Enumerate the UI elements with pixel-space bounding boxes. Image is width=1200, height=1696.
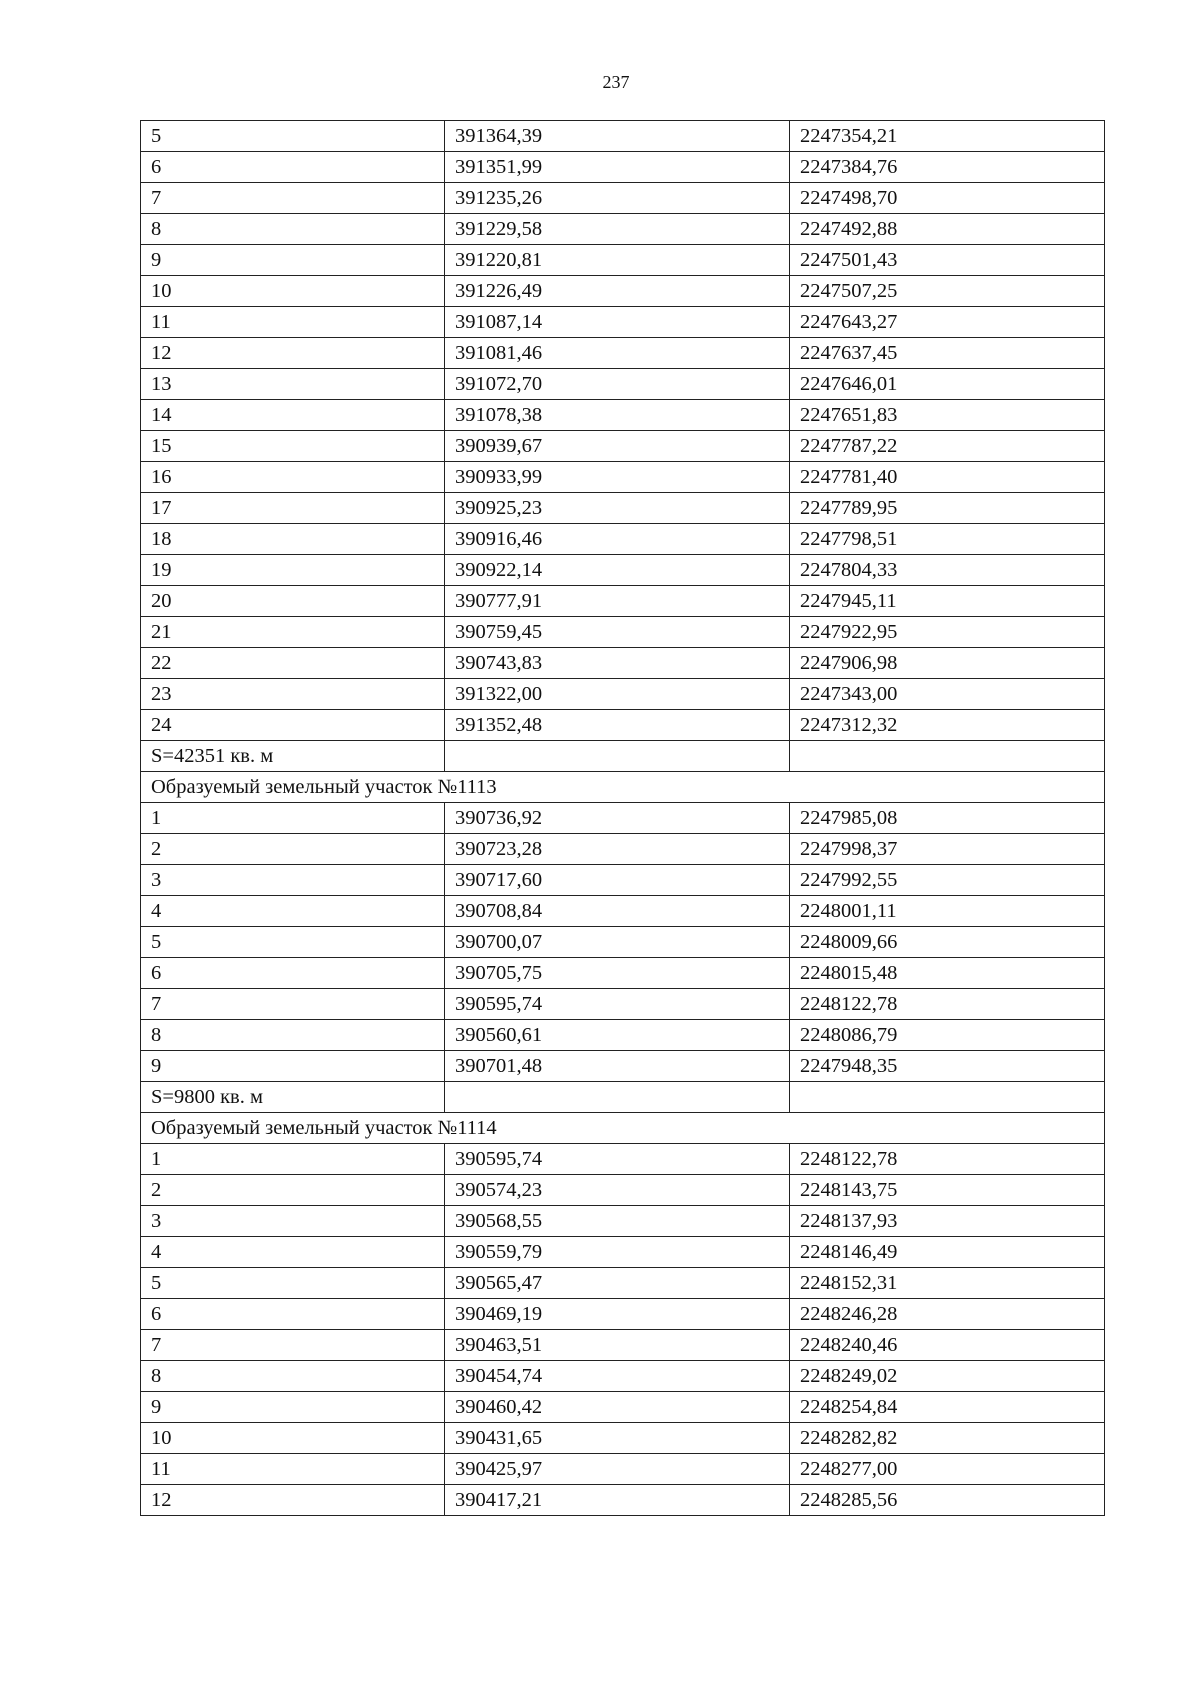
point-number-cell: 12 xyxy=(141,338,445,369)
table-row xyxy=(141,958,1105,989)
point-number-cell: 7 xyxy=(141,183,445,214)
y-coordinate-cell: 2247507,25 xyxy=(790,276,1105,307)
y-coordinate-cell: 2247985,08 xyxy=(790,803,1105,834)
table-row xyxy=(141,896,1105,927)
y-coordinate-cell: 2248254,84 xyxy=(790,1392,1105,1423)
x-coordinate-cell: 390454,74 xyxy=(445,1361,790,1392)
y-coordinate-cell: 2248277,00 xyxy=(790,1454,1105,1485)
table-row xyxy=(141,989,1105,1020)
x-coordinate-cell: 390916,46 xyxy=(445,524,790,555)
point-number-cell: 5 xyxy=(141,121,445,152)
y-coordinate-cell: 2247384,76 xyxy=(790,152,1105,183)
point-number-cell: 3 xyxy=(141,865,445,896)
point-number-cell: 15 xyxy=(141,431,445,462)
y-coordinate-cell: 2247643,27 xyxy=(790,307,1105,338)
point-number-cell: 20 xyxy=(141,586,445,617)
point-number-cell: 2 xyxy=(141,1175,445,1206)
x-coordinate-cell: 391220,81 xyxy=(445,245,790,276)
point-number-cell: 3 xyxy=(141,1206,445,1237)
table-row xyxy=(141,679,1105,710)
x-coordinate-cell: 390469,19 xyxy=(445,1299,790,1330)
x-coordinate-cell: 390925,23 xyxy=(445,493,790,524)
y-coordinate-cell: 2247501,43 xyxy=(790,245,1105,276)
y-coordinate-cell: 2247998,37 xyxy=(790,834,1105,865)
point-number-cell: 10 xyxy=(141,276,445,307)
table-row xyxy=(141,865,1105,896)
table-row xyxy=(141,369,1105,400)
x-coordinate-cell: 391081,46 xyxy=(445,338,790,369)
table-row xyxy=(141,214,1105,245)
x-coordinate-cell: 390939,67 xyxy=(445,431,790,462)
point-number-cell: 8 xyxy=(141,1020,445,1051)
x-coordinate-cell: 390568,55 xyxy=(445,1206,790,1237)
y-coordinate-cell: 2247906,98 xyxy=(790,648,1105,679)
x-coordinate-cell: 390700,07 xyxy=(445,927,790,958)
y-coordinate-cell: 2248282,82 xyxy=(790,1423,1105,1454)
table-row xyxy=(141,152,1105,183)
y-coordinate-cell: 2248143,75 xyxy=(790,1175,1105,1206)
table-row xyxy=(141,307,1105,338)
point-number-cell: 4 xyxy=(141,896,445,927)
table-row xyxy=(141,183,1105,214)
point-number-cell: 9 xyxy=(141,245,445,276)
point-number-cell: 13 xyxy=(141,369,445,400)
point-number-cell: 5 xyxy=(141,927,445,958)
x-coordinate-cell: 390743,83 xyxy=(445,648,790,679)
y-coordinate-cell: 2248152,31 xyxy=(790,1268,1105,1299)
area-cell: S=42351 кв. м xyxy=(141,741,445,772)
table-row xyxy=(141,121,1105,152)
x-coordinate-cell: 391351,99 xyxy=(445,152,790,183)
x-coordinate-cell: 390723,28 xyxy=(445,834,790,865)
table-row xyxy=(141,1020,1105,1051)
x-coordinate-cell: 390463,51 xyxy=(445,1330,790,1361)
empty-cell xyxy=(790,1082,1105,1113)
point-number-cell: 14 xyxy=(141,400,445,431)
table-row xyxy=(141,927,1105,958)
x-coordinate-cell: 390705,75 xyxy=(445,958,790,989)
empty-cell xyxy=(445,1082,790,1113)
coordinates-table-body xyxy=(141,121,1105,1516)
x-coordinate-cell: 390759,45 xyxy=(445,617,790,648)
x-coordinate-cell: 390417,21 xyxy=(445,1485,790,1516)
point-number-cell: 8 xyxy=(141,1361,445,1392)
y-coordinate-cell: 2248285,56 xyxy=(790,1485,1105,1516)
empty-cell xyxy=(445,741,790,772)
table-row xyxy=(141,1206,1105,1237)
point-number-cell: 4 xyxy=(141,1237,445,1268)
y-coordinate-cell: 2247948,35 xyxy=(790,1051,1105,1082)
y-coordinate-cell: 2248137,93 xyxy=(790,1206,1105,1237)
point-number-cell: 7 xyxy=(141,989,445,1020)
point-number-cell: 1 xyxy=(141,803,445,834)
table-row xyxy=(141,493,1105,524)
point-number-cell: 21 xyxy=(141,617,445,648)
y-coordinate-cell: 2247646,01 xyxy=(790,369,1105,400)
table-row xyxy=(141,803,1105,834)
table-row xyxy=(141,1454,1105,1485)
point-number-cell: 11 xyxy=(141,307,445,338)
table-row xyxy=(141,524,1105,555)
point-number-cell: 7 xyxy=(141,1330,445,1361)
y-coordinate-cell: 2247804,33 xyxy=(790,555,1105,586)
point-number-cell: 9 xyxy=(141,1051,445,1082)
y-coordinate-cell: 2248249,02 xyxy=(790,1361,1105,1392)
table-row xyxy=(141,1144,1105,1175)
point-number-cell: 5 xyxy=(141,1268,445,1299)
y-coordinate-cell: 2247789,95 xyxy=(790,493,1105,524)
point-number-cell: 17 xyxy=(141,493,445,524)
point-number-cell: 10 xyxy=(141,1423,445,1454)
x-coordinate-cell: 391229,58 xyxy=(445,214,790,245)
y-coordinate-cell: 2248001,11 xyxy=(790,896,1105,927)
table-row xyxy=(141,648,1105,679)
point-number-cell: 1 xyxy=(141,1144,445,1175)
table-row xyxy=(141,1175,1105,1206)
point-number-cell: 12 xyxy=(141,1485,445,1516)
point-number-cell: 16 xyxy=(141,462,445,493)
x-coordinate-cell: 390595,74 xyxy=(445,1144,790,1175)
point-number-cell: 9 xyxy=(141,1392,445,1423)
point-number-cell: 2 xyxy=(141,834,445,865)
area-cell: S=9800 кв. м xyxy=(141,1082,445,1113)
y-coordinate-cell: 2247651,83 xyxy=(790,400,1105,431)
y-coordinate-cell: 2247312,32 xyxy=(790,710,1105,741)
point-number-cell: 24 xyxy=(141,710,445,741)
y-coordinate-cell: 2247798,51 xyxy=(790,524,1105,555)
x-coordinate-cell: 390559,79 xyxy=(445,1237,790,1268)
y-coordinate-cell: 2248086,79 xyxy=(790,1020,1105,1051)
y-coordinate-cell: 2248015,48 xyxy=(790,958,1105,989)
table-row xyxy=(141,555,1105,586)
table-row xyxy=(141,245,1105,276)
page-number: 237 xyxy=(602,72,630,92)
x-coordinate-cell: 391078,38 xyxy=(445,400,790,431)
point-number-cell: 6 xyxy=(141,1299,445,1330)
table-row xyxy=(141,276,1105,307)
table-row xyxy=(141,834,1105,865)
x-coordinate-cell: 390565,47 xyxy=(445,1268,790,1299)
y-coordinate-cell: 2247781,40 xyxy=(790,462,1105,493)
point-number-cell: 23 xyxy=(141,679,445,710)
table-row xyxy=(141,617,1105,648)
y-coordinate-cell: 2247637,45 xyxy=(790,338,1105,369)
x-coordinate-cell: 390701,48 xyxy=(445,1051,790,1082)
area-row xyxy=(141,741,1105,772)
table-row xyxy=(141,1299,1105,1330)
x-coordinate-cell: 390431,65 xyxy=(445,1423,790,1454)
y-coordinate-cell: 2248146,49 xyxy=(790,1237,1105,1268)
point-number-cell: 18 xyxy=(141,524,445,555)
x-coordinate-cell: 390708,84 xyxy=(445,896,790,927)
table-row xyxy=(141,586,1105,617)
table-row xyxy=(141,1330,1105,1361)
table-row xyxy=(141,1423,1105,1454)
coordinates-table xyxy=(140,120,1105,1516)
point-number-cell: 19 xyxy=(141,555,445,586)
table-row xyxy=(141,1361,1105,1392)
y-coordinate-cell: 2247787,22 xyxy=(790,431,1105,462)
empty-cell xyxy=(790,741,1105,772)
y-coordinate-cell: 2247354,21 xyxy=(790,121,1105,152)
table-row xyxy=(141,431,1105,462)
x-coordinate-cell: 391235,26 xyxy=(445,183,790,214)
table-row xyxy=(141,462,1105,493)
table-row xyxy=(141,1237,1105,1268)
y-coordinate-cell: 2247945,11 xyxy=(790,586,1105,617)
y-coordinate-cell: 2247492,88 xyxy=(790,214,1105,245)
x-coordinate-cell: 390717,60 xyxy=(445,865,790,896)
x-coordinate-cell: 391087,14 xyxy=(445,307,790,338)
y-coordinate-cell: 2248122,78 xyxy=(790,989,1105,1020)
point-number-cell: 22 xyxy=(141,648,445,679)
y-coordinate-cell: 2248122,78 xyxy=(790,1144,1105,1175)
y-coordinate-cell: 2247992,55 xyxy=(790,865,1105,896)
table-row xyxy=(141,1268,1105,1299)
y-coordinate-cell: 2247922,95 xyxy=(790,617,1105,648)
x-coordinate-cell: 390777,91 xyxy=(445,586,790,617)
section-row xyxy=(141,1113,1105,1144)
y-coordinate-cell: 2248009,66 xyxy=(790,927,1105,958)
x-coordinate-cell: 390595,74 xyxy=(445,989,790,1020)
x-coordinate-cell: 391072,70 xyxy=(445,369,790,400)
section-row xyxy=(141,772,1105,803)
x-coordinate-cell: 390922,14 xyxy=(445,555,790,586)
x-coordinate-cell: 390736,92 xyxy=(445,803,790,834)
point-number-cell: 6 xyxy=(141,152,445,183)
point-number-cell: 11 xyxy=(141,1454,445,1485)
table-row xyxy=(141,1485,1105,1516)
x-coordinate-cell: 391322,00 xyxy=(445,679,790,710)
area-row xyxy=(141,1082,1105,1113)
x-coordinate-cell: 390560,61 xyxy=(445,1020,790,1051)
table-row xyxy=(141,338,1105,369)
x-coordinate-cell: 391364,39 xyxy=(445,121,790,152)
y-coordinate-cell: 2248246,28 xyxy=(790,1299,1105,1330)
table-row xyxy=(141,1392,1105,1423)
y-coordinate-cell: 2248240,46 xyxy=(790,1330,1105,1361)
section-title-cell: Образуемый земельный участок №1114 xyxy=(141,1113,1105,1144)
table-row xyxy=(141,710,1105,741)
x-coordinate-cell: 390933,99 xyxy=(445,462,790,493)
point-number-cell: 6 xyxy=(141,958,445,989)
x-coordinate-cell: 390425,97 xyxy=(445,1454,790,1485)
x-coordinate-cell: 391226,49 xyxy=(445,276,790,307)
y-coordinate-cell: 2247498,70 xyxy=(790,183,1105,214)
y-coordinate-cell: 2247343,00 xyxy=(790,679,1105,710)
table-row xyxy=(141,400,1105,431)
section-title-cell: Образуемый земельный участок №1113 xyxy=(141,772,1105,803)
x-coordinate-cell: 390574,23 xyxy=(445,1175,790,1206)
x-coordinate-cell: 391352,48 xyxy=(445,710,790,741)
x-coordinate-cell: 390460,42 xyxy=(445,1392,790,1423)
table-row xyxy=(141,1051,1105,1082)
point-number-cell: 8 xyxy=(141,214,445,245)
